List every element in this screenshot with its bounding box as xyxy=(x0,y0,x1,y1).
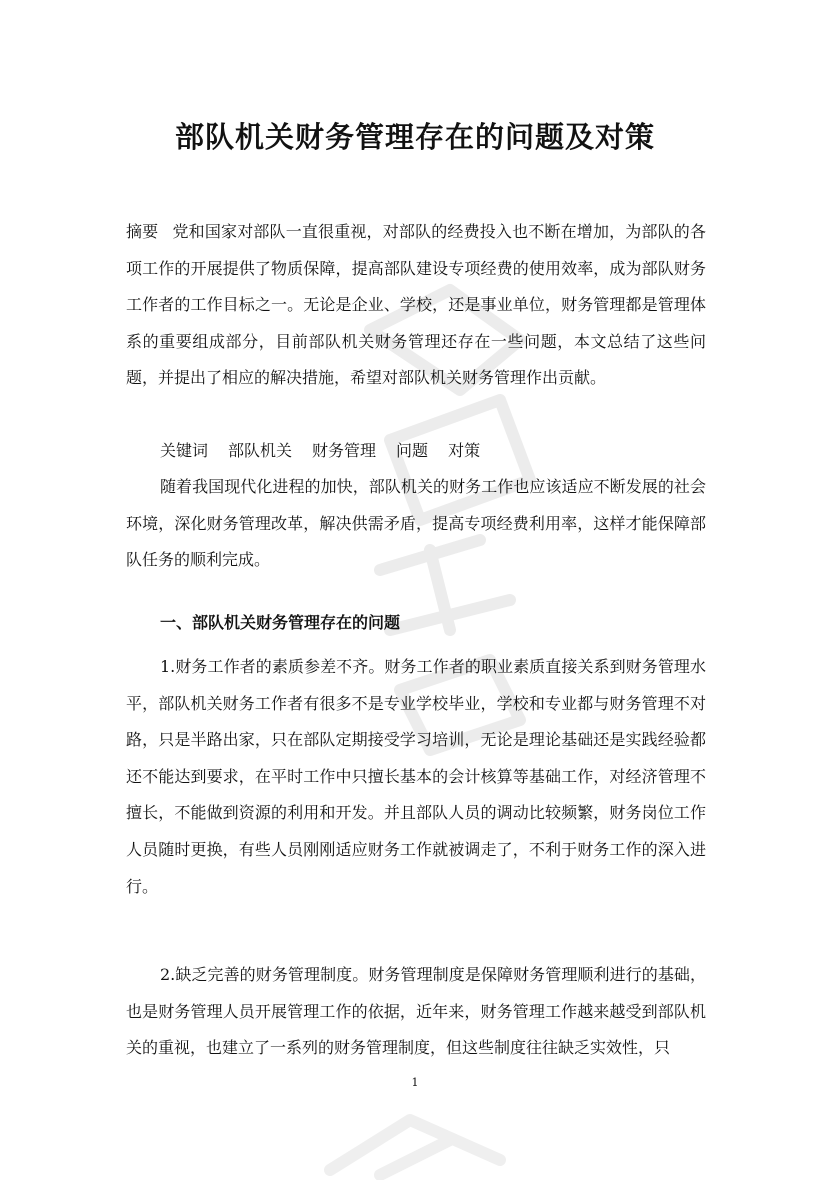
keyword-item: 财务管理 xyxy=(312,441,377,460)
abstract-paragraph xyxy=(126,214,706,397)
keyword-item: 对策 xyxy=(448,441,481,460)
intro-paragraph: 随着我国现代化进程的加快，部队机关的财务工作也应该适应不断发展的社会环境，深化财务管理改革，解决供需矛盾，提高专项经费利用率，这样才能保障部队任务的顺利完成。 xyxy=(126,477,706,570)
keywords-line xyxy=(126,433,706,470)
page-number: 1 xyxy=(411,1076,419,1089)
keyword-item: 问题 xyxy=(396,441,429,460)
abstract-text: 党和国家对部队一直很重视，对部队的经费投入也不断在增加，为部队的各项工作的开展提供了物质保障，提高部队建设专项经费的使用效率，成为部队财务工作者的工作目标之一。无论是企业、学校，还是事业单位，财务管理都是管理体系的重要组成部分，目前部队机关财务管理还存在一些问题，本文总结了这些问题，并提出了相应的解决措施，希望对部队机关财务管理作出贡献。 xyxy=(126,222,706,388)
document-title: 部队机关财务管理存在的问题及对策 xyxy=(174,120,655,154)
keyword-item: 部队机关 xyxy=(228,441,293,460)
item-2-paragraph: 2.缺乏完善的财务管理制度。财务管理制度是保障财务管理顺利进行的基础，也是财务管理人员开展管理工作的依据，近年来，财务管理工作越来越受到部队机关的重视，也建立了一系列的财务管理制度，但这些制度往往缺乏实效性，只 xyxy=(126,965,706,1058)
item-1-paragraph: 1.财务工作者的素质参差不齐。财务工作者的职业素质直接关系到财务管理水平，部队机关财务工作者有很多不是专业学校毕业，学校和专业都与财务管理不对路，只是半路出家，只在部队定期接受学习培训，无论是理论基础还是实践经验都还不能达到要求，在平时工作中只擅长基本的会计核算等基础工作，对经济管理不擅长，不能做到资源的利用和开发。并且部队人员的调动比较频繁，财务岗位工作人员随时更换，有些人员刚刚适应财务工作就被调走了，不利于财务工作的深入进行。 xyxy=(126,657,706,896)
abstract-label: 摘要 xyxy=(126,222,159,241)
keywords-label: 关键词 xyxy=(160,441,209,460)
watermark-graphic-bottom xyxy=(300,1090,530,1180)
section-heading: 一、部队机关财务管理存在的问题 xyxy=(160,613,401,632)
